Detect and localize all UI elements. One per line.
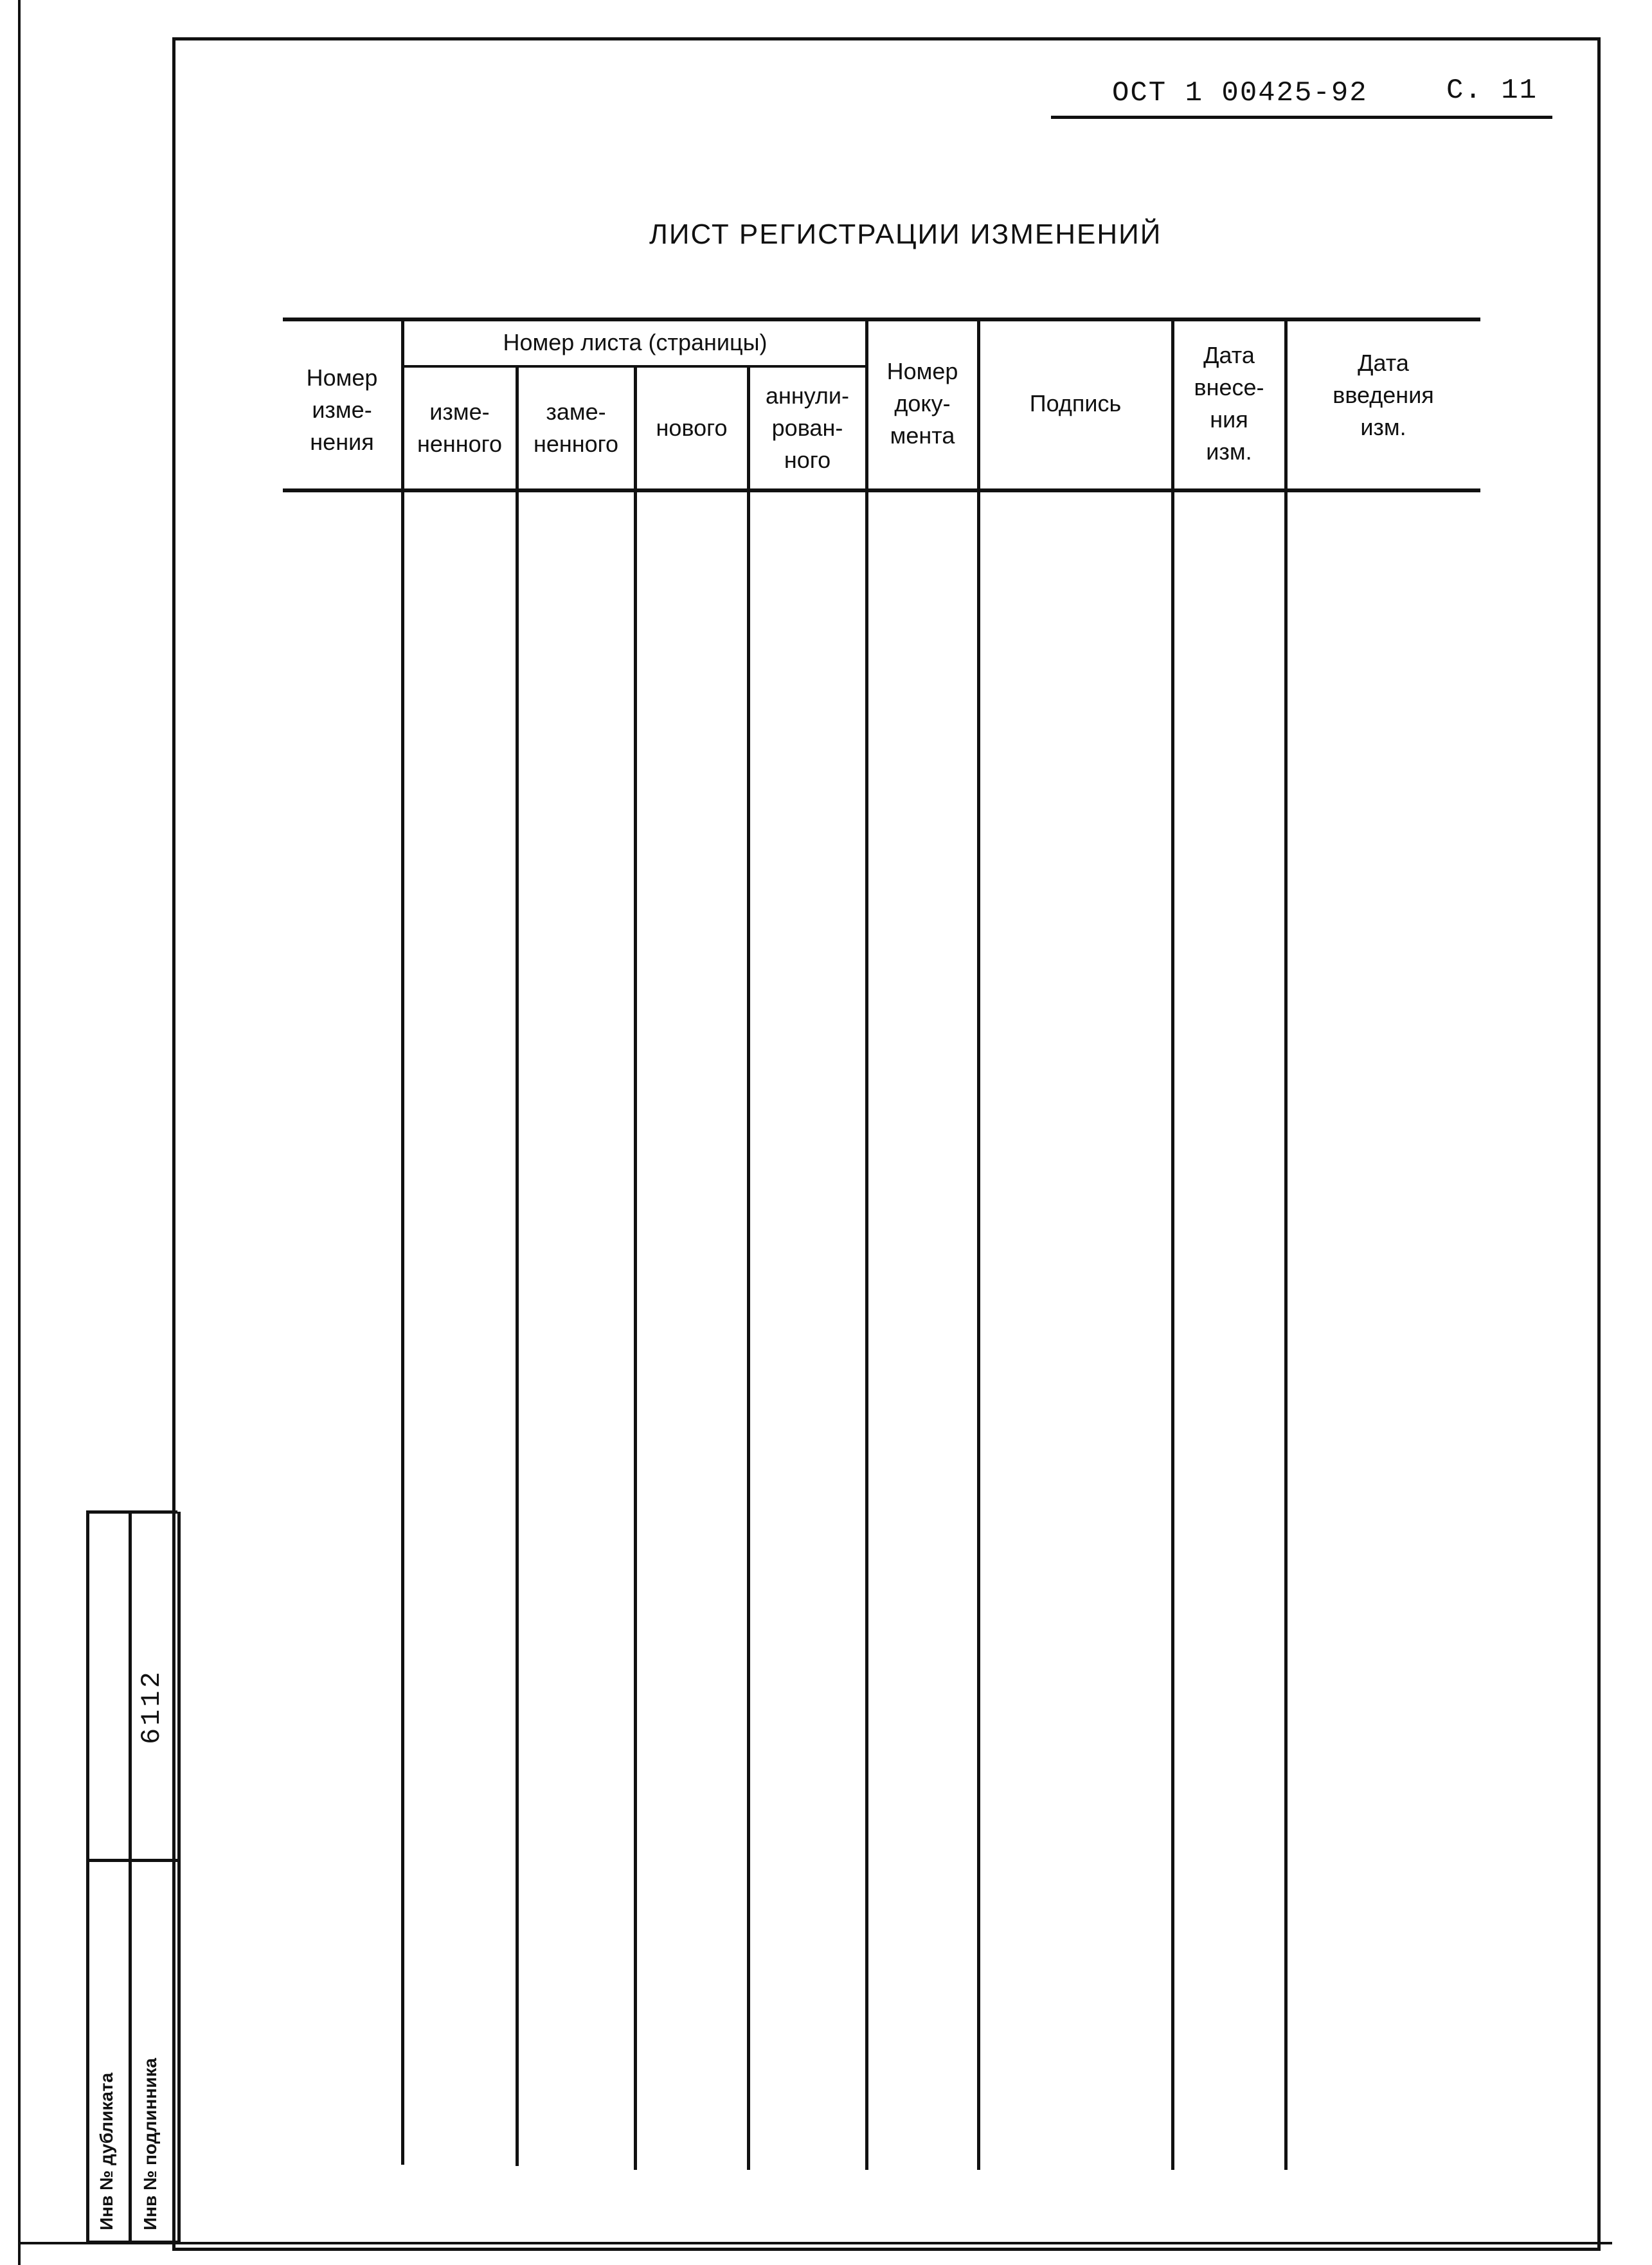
header-annulled: аннули- рован- ного — [765, 382, 850, 473]
header-underline — [1051, 116, 1552, 119]
header-new: нового — [656, 415, 728, 441]
col-rule-8 — [1284, 319, 1288, 2170]
left-margin-line — [18, 0, 21, 2265]
stamp-original-label: Инв № подлинника — [140, 2057, 160, 2230]
header-effective-date: Дата введения изм. — [1333, 350, 1434, 440]
col-rule-4 — [747, 366, 750, 2170]
table-header-bottom-rule — [283, 488, 1480, 492]
page-number: С. 11 — [1446, 75, 1538, 107]
stamp-bottom — [86, 2241, 177, 2244]
header-change-number: Номер изме- нения — [306, 364, 378, 455]
col-rule-3 — [634, 366, 637, 2170]
col-rule-2 — [516, 366, 519, 2166]
header-changed: изме- ненного — [417, 398, 503, 457]
col-rule-5 — [865, 319, 868, 2170]
stamp-top — [86, 1510, 177, 1514]
stamp-outer-left — [86, 1512, 89, 2244]
header-signature: Подпись — [1029, 390, 1122, 416]
page-title: ЛИСТ РЕГИСТРАЦИИ ИЗМЕНЕНИЙ — [649, 219, 1162, 250]
stamp-divider — [86, 1859, 177, 1862]
col-rule-1 — [401, 319, 404, 2165]
stamp-original-value: 6112 — [136, 1669, 167, 1744]
col-rule-6 — [977, 319, 980, 2170]
header-replaced: заме- ненного — [533, 398, 619, 457]
stamp-middle — [129, 1512, 132, 2244]
col-rule-7 — [1171, 319, 1174, 2170]
header-group-sheet-number: Номер листа (страницы) — [503, 329, 768, 355]
header-document-number: Номер доку- мента — [886, 358, 958, 449]
header-entry-date: Дата внесе- ния изм. — [1194, 342, 1264, 465]
document-code: ОСТ 1 00425-92 — [1112, 77, 1368, 109]
stamp-inner-right — [177, 1512, 181, 2244]
stamp-duplicate-label: Инв № дубликата — [96, 2072, 116, 2230]
